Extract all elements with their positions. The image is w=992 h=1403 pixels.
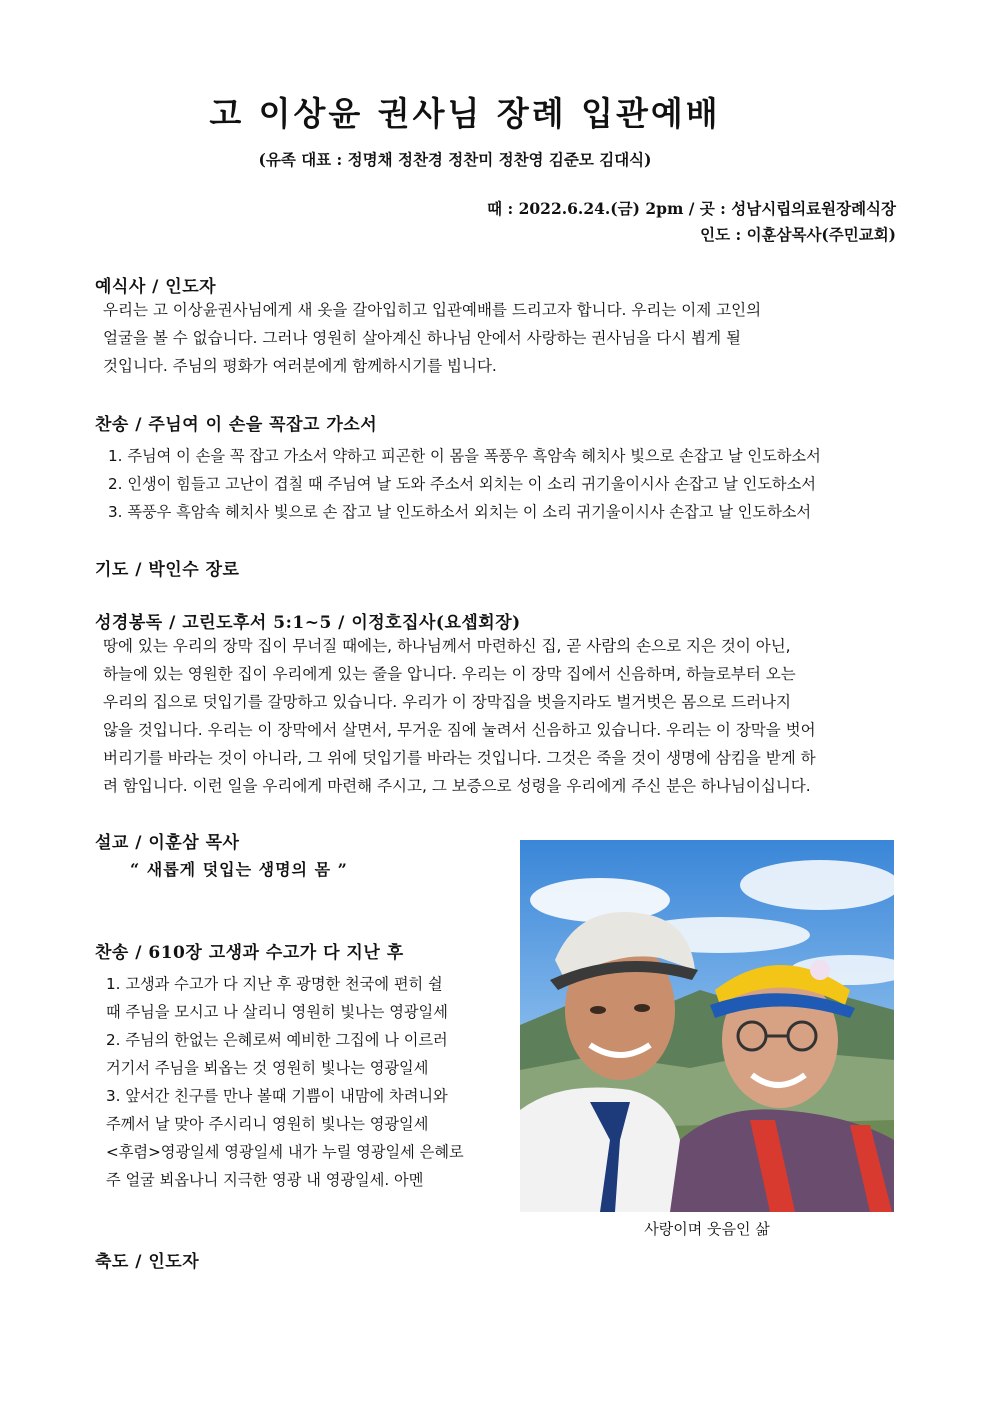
- scripture-line: 버리기를 바라는 것이 아니라, 그 위에 덧입기를 바라는 것입니다. 그것은 죽을 것이 생명에 삼킴을 받게 하: [103, 749, 816, 767]
- family-representatives: (유족 대표 : 정명채 정찬경 정찬미 정찬영 김준모 김대식): [258, 150, 652, 169]
- hymn2-line: 2. 주님의 한없는 은혜로써 예비한 그집에 나 이르러: [106, 1031, 448, 1049]
- scripture-line: 우리의 집으로 덧입기를 갈망하고 있습니다. 우리가 이 장막집을 벗을지라도 벌거벗은 몸으로 드러나지: [103, 693, 791, 711]
- opening-heading: 예식사 / 인도자: [95, 277, 217, 297]
- benediction-heading: 축도 / 인도자: [95, 1252, 200, 1272]
- scripture-text: [103, 632, 897, 800]
- page-title: 고 이상윤 권사님 장례 입관예배: [209, 94, 721, 133]
- scripture-heading: 성경봉독 / 고린도후서 5:1~5 / 이정호집사(요셉회장): [95, 613, 521, 633]
- hymn1-verse: 1. 주님여 이 손을 꼭 잡고 가소서 약하고 피곤한 이 몸을 폭풍우 흑암속 헤치사 빛으로 손잡고 날 인도하소서: [108, 447, 821, 465]
- sermon-heading: 설교 / 이훈삼 목사: [95, 833, 240, 853]
- prayer-heading: 기도 / 박인수 장로: [95, 560, 240, 580]
- opening-text: [103, 296, 897, 380]
- photo-caption: 사랑이며 웃음인 삶: [644, 1220, 770, 1238]
- scripture-line: 않을 것입니다. 우리는 이 장막에서 살면서, 무거운 짐에 눌려서 신음하고 있습니다. 우리는 이 장막을 벗어: [103, 721, 816, 739]
- photo-illustration: [520, 840, 894, 1212]
- hymn2-line: 주께서 날 맞아 주시리니 영원히 빛나는 영광일세: [106, 1115, 429, 1133]
- scripture-line: 려 함입니다. 이런 일을 우리에게 마련해 주시고, 그 보증으로 성령을 우리에게 주신 분은 하나님이십니다.: [103, 777, 811, 795]
- hymn2-line: 때 주님을 모시고 나 살리니 영원히 빛나는 영광일세: [106, 1003, 448, 1021]
- opening-line: 얼굴을 볼 수 없습니다. 그러나 영원히 살아계신 하나님 안에서 사랑하는 권사님을 다시 뵙게 될: [103, 329, 741, 347]
- hymn2-heading: 찬송 / 610장 고생과 수고가 다 지난 후: [95, 943, 404, 963]
- hymn1-verse: 3. 폭풍우 흑암속 헤치사 빛으로 손 잡고 날 인도하소서 외치는 이 소리 귀기울이시사 손잡고 날 인도하소서: [108, 503, 812, 521]
- scripture-line: 하늘에 있는 영원한 집이 우리에게 있는 줄을 압니다. 우리는 이 장막 집에서 신음하며, 하늘로부터 오는: [103, 665, 796, 683]
- service-leader: 인도 : 이훈삼목사(주민교회): [700, 225, 896, 244]
- sermon-title: “ 새롭게 덧입는 생명의 몸 ”: [130, 860, 348, 879]
- hymn2-line: 1. 고생과 수고가 다 지난 후 광명한 천국에 편히 쉴: [106, 975, 443, 993]
- scripture-line: 땅에 있는 우리의 장막 집이 무너질 때에는, 하나님께서 마련하신 집, 곧 사람의 손으로 지은 것이 아닌,: [103, 637, 791, 655]
- opening-line: 우리는 고 이상윤권사님에게 새 옷을 갈아입히고 입관예배를 드리고자 합니다. 우리는 이제 고인의: [103, 301, 762, 319]
- hymn2-line: 주 얼굴 뵈옵나니 지극한 영광 내 영광일세. 아멘: [106, 1171, 424, 1189]
- hymn2-line: <후렴>영광일세 영광일세 내가 누릴 영광일세 은혜로: [106, 1143, 464, 1161]
- hymn1-heading: 찬송 / 주님여 이 손을 꼭잡고 가소서: [95, 415, 378, 435]
- opening-line: 것입니다. 주님의 평화가 여러분에게 함께하시기를 빕니다.: [103, 357, 497, 375]
- couple-photo: [520, 840, 894, 1212]
- hymn2-line: 거기서 주님을 뵈옵는 것 영원히 빛나는 영광일세: [106, 1059, 429, 1077]
- hymn2-line: 3. 앞서간 친구를 만나 볼때 기쁨이 내맘에 차려니와: [106, 1087, 448, 1105]
- hymn2-lyrics: [106, 970, 506, 1194]
- hymn1-verse: 2. 인생이 힘들고 고난이 겹칠 때 주님여 날 도와 주소서 외치는 이 소리 귀기울이시사 손잡고 날 인도하소서: [108, 475, 816, 493]
- time-place: 때 : 2022.6.24.(금) 2pm / 곳 : 성남시립의료원장례식장: [487, 199, 896, 218]
